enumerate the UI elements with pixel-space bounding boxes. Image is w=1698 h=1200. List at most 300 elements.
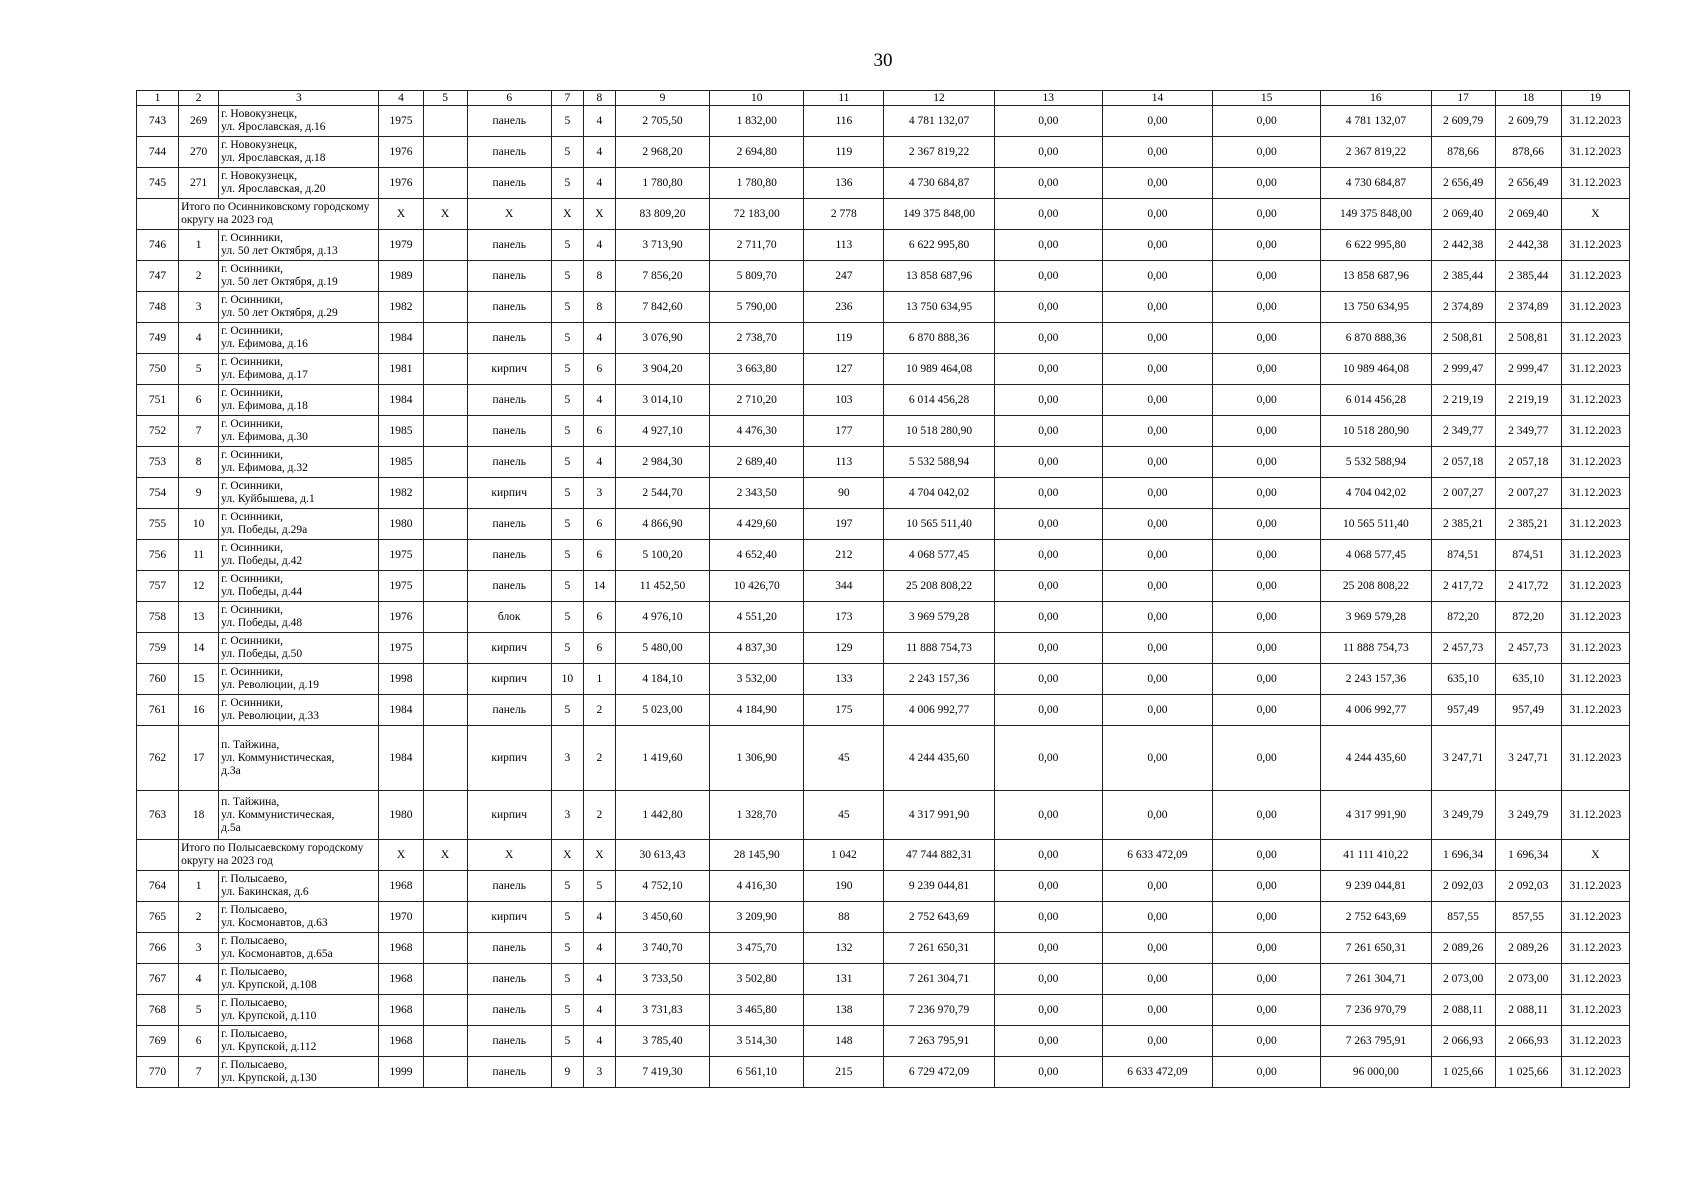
table-cell: 0,00 (1213, 540, 1321, 571)
table-cell: 6 622 995,80 (884, 230, 994, 261)
table-cell: 129 (804, 633, 884, 664)
table-cell: 133 (804, 664, 884, 695)
column-number: 15 (1213, 91, 1321, 106)
table-cell: 1982 (379, 478, 423, 509)
table-cell: 31.12.2023 (1561, 726, 1629, 791)
table-cell: 0,00 (1213, 509, 1321, 540)
table-cell: 10 (179, 509, 219, 540)
table-cell: 0,00 (994, 478, 1102, 509)
table-cell: 3 733,50 (615, 964, 709, 995)
table-row (137, 1026, 1630, 1057)
table-cell: 10 (551, 664, 583, 695)
table-cell: панель (467, 509, 551, 540)
table-cell: 31.12.2023 (1561, 1026, 1629, 1057)
table-cell: 957,49 (1431, 695, 1495, 726)
column-number: 10 (710, 91, 804, 106)
empty-cell (137, 199, 179, 230)
table-cell: 177 (804, 416, 884, 447)
table-cell: 6 014 456,28 (884, 385, 994, 416)
table-cell: 31.12.2023 (1561, 964, 1629, 995)
table-cell: панель (467, 995, 551, 1026)
table-cell: 1 (179, 871, 219, 902)
table-cell: 3 (179, 933, 219, 964)
table-cell: 4 (583, 385, 615, 416)
column-number: 14 (1102, 91, 1212, 106)
table-cell: 8 (179, 447, 219, 478)
table-cell: 119 (804, 323, 884, 354)
table-cell: 18 (179, 791, 219, 840)
table-cell: 3 532,00 (710, 664, 804, 695)
table-cell: 2 738,70 (710, 323, 804, 354)
table-cell: 2 (583, 695, 615, 726)
table-cell: 2 057,18 (1495, 447, 1561, 478)
address-cell: п. Тайжина, ул. Коммунистическая, д.5а (219, 791, 379, 840)
table-cell: панель (467, 416, 551, 447)
table-cell: 1984 (379, 695, 423, 726)
table-cell: 0,00 (1102, 106, 1212, 137)
table-cell (423, 509, 467, 540)
address-cell: г. Осинники, ул. Ефимова, д.18 (219, 385, 379, 416)
table-cell: 5 (551, 995, 583, 1026)
table-cell: 0,00 (994, 509, 1102, 540)
table-cell: 0,00 (994, 1057, 1102, 1088)
table-cell: 2 089,26 (1495, 933, 1561, 964)
table-cell: 3 731,83 (615, 995, 709, 1026)
table-cell: 2 088,11 (1431, 995, 1495, 1026)
table-cell: 0,00 (1102, 995, 1212, 1026)
table-cell: 175 (804, 695, 884, 726)
page-number: 30 (873, 50, 893, 71)
table-cell: 745 (137, 168, 179, 199)
table-cell: 0,00 (994, 695, 1102, 726)
address-cell: г. Осинники, ул. 50 лет Октября, д.29 (219, 292, 379, 323)
table-cell: 878,66 (1431, 137, 1495, 168)
table-cell: 2 092,03 (1431, 871, 1495, 902)
address-cell: г. Полысаево, ул. Крупской, д.130 (219, 1057, 379, 1088)
table-cell: 1975 (379, 571, 423, 602)
table-cell: 872,20 (1431, 602, 1495, 633)
table-cell: 4 704 042,02 (1321, 478, 1431, 509)
table-cell: 5 (583, 871, 615, 902)
table-row (137, 106, 1630, 137)
table-cell: 0,00 (1213, 230, 1321, 261)
table-cell: 5 (551, 540, 583, 571)
table-cell: 6 (583, 354, 615, 385)
table-cell: 148 (804, 1026, 884, 1057)
table-cell: панель (467, 1057, 551, 1088)
table-cell: 5 (551, 602, 583, 633)
table-cell: 149 375 848,00 (884, 199, 994, 230)
table-cell: 2 073,00 (1495, 964, 1561, 995)
table-cell: 0,00 (1102, 199, 1212, 230)
table-cell: 3 (551, 726, 583, 791)
table-cell: 2 (583, 726, 615, 791)
table-cell: 746 (137, 230, 179, 261)
table-cell: 0,00 (1213, 478, 1321, 509)
table-cell: 31.12.2023 (1561, 447, 1629, 478)
table-cell: 31.12.2023 (1561, 664, 1629, 695)
table-cell: 2 508,81 (1431, 323, 1495, 354)
table-cell: 25 208 808,22 (1321, 571, 1431, 602)
table-cell: 3 014,10 (615, 385, 709, 416)
table-cell (423, 964, 467, 995)
table-cell: 6 729 472,09 (884, 1057, 994, 1088)
table-cell: 3 475,70 (710, 933, 804, 964)
table-cell: 767 (137, 964, 179, 995)
table-row (137, 323, 1630, 354)
table-cell (423, 478, 467, 509)
table-cell: 4 006 992,77 (884, 695, 994, 726)
table-cell: 768 (137, 995, 179, 1026)
table-cell: 14 (583, 571, 615, 602)
table-cell: 173 (804, 602, 884, 633)
table-cell: 2 442,38 (1431, 230, 1495, 261)
table-cell: панель (467, 964, 551, 995)
table-cell: 3 502,80 (710, 964, 804, 995)
table-cell: 6 014 456,28 (1321, 385, 1431, 416)
table-cell: 5 (551, 964, 583, 995)
table-cell: панель (467, 230, 551, 261)
table-cell: 0,00 (1213, 871, 1321, 902)
table-cell: 10 989 464,08 (1321, 354, 1431, 385)
table-cell: 116 (804, 106, 884, 137)
table-cell: 0,00 (994, 106, 1102, 137)
table-cell (423, 261, 467, 292)
table-cell: 0,00 (1102, 292, 1212, 323)
table-cell: 0,00 (1213, 447, 1321, 478)
table-cell: 1 328,70 (710, 791, 804, 840)
table-cell: 2 374,89 (1495, 292, 1561, 323)
address-cell: г. Полысаево, ул. Космонавтов, д.63 (219, 902, 379, 933)
table-cell: 1 696,34 (1431, 840, 1495, 871)
table-row (137, 416, 1630, 447)
subtotal-label: Итого по Осинниковскому городскому округу на 2023 год (179, 199, 379, 230)
table-cell: панель (467, 447, 551, 478)
table-cell: 748 (137, 292, 179, 323)
table-cell: 0,00 (994, 933, 1102, 964)
table-cell: 31.12.2023 (1561, 354, 1629, 385)
table-cell: 344 (804, 571, 884, 602)
table-cell: 5 (179, 995, 219, 1026)
table-cell: X (379, 199, 423, 230)
table-cell: 6 (583, 509, 615, 540)
table-cell: 9 (179, 478, 219, 509)
table-cell: 31.12.2023 (1561, 540, 1629, 571)
table-cell: 113 (804, 230, 884, 261)
table-row (137, 571, 1630, 602)
table-cell: 1 042 (804, 840, 884, 871)
table-row (137, 695, 1630, 726)
table-cell: 743 (137, 106, 179, 137)
table-cell: X (423, 199, 467, 230)
table-cell: 28 145,90 (710, 840, 804, 871)
table-cell: панель (467, 168, 551, 199)
table-cell: кирпич (467, 791, 551, 840)
table-cell: 0,00 (1213, 168, 1321, 199)
table-cell: 13 858 687,96 (1321, 261, 1431, 292)
table-cell: 7 263 795,91 (1321, 1026, 1431, 1057)
table-cell: 0,00 (1102, 540, 1212, 571)
table-cell: 0,00 (1102, 902, 1212, 933)
table-cell: 0,00 (1213, 416, 1321, 447)
table-cell: 2 066,93 (1431, 1026, 1495, 1057)
table-cell: 3 969 579,28 (1321, 602, 1431, 633)
address-cell: г. Осинники, ул. Победы, д.48 (219, 602, 379, 633)
address-cell: г. Осинники, ул. Победы, д.42 (219, 540, 379, 571)
table-cell: 72 183,00 (710, 199, 804, 230)
table-cell: 874,51 (1431, 540, 1495, 571)
table-cell: X (379, 840, 423, 871)
column-number: 12 (884, 91, 994, 106)
table-cell: 0,00 (1213, 995, 1321, 1026)
table-cell: 9 239 044,81 (884, 871, 994, 902)
table-cell: 3 247,71 (1495, 726, 1561, 791)
table-cell: 0,00 (1102, 261, 1212, 292)
address-cell: г. Осинники, ул. Революции, д.19 (219, 664, 379, 695)
table-cell: 3 904,20 (615, 354, 709, 385)
table-cell: 0,00 (1102, 1026, 1212, 1057)
table-cell: 13 750 634,95 (884, 292, 994, 323)
table-cell: 0,00 (1213, 1057, 1321, 1088)
table-cell: 4 (583, 1026, 615, 1057)
column-number: 18 (1495, 91, 1561, 106)
table-cell: 6 (583, 540, 615, 571)
table-cell: 1 780,80 (615, 168, 709, 199)
table-cell: кирпич (467, 633, 551, 664)
table-cell: X (583, 840, 615, 871)
column-number: 8 (583, 91, 615, 106)
table-cell: 31.12.2023 (1561, 168, 1629, 199)
table-cell (423, 664, 467, 695)
table-cell (423, 726, 467, 791)
table-cell: 4 (179, 964, 219, 995)
table-cell: 0,00 (1213, 385, 1321, 416)
table-cell: 1975 (379, 106, 423, 137)
table-cell: 1 (179, 230, 219, 261)
table-cell: панель (467, 695, 551, 726)
table-cell: 1984 (379, 385, 423, 416)
table-cell: 2 367 819,22 (1321, 137, 1431, 168)
address-cell: г. Осинники, ул. Победы, д.50 (219, 633, 379, 664)
table-cell: 766 (137, 933, 179, 964)
table-cell: 0,00 (994, 323, 1102, 354)
table-cell: 10 565 511,40 (884, 509, 994, 540)
table-cell: 1968 (379, 871, 423, 902)
table-cell: 212 (804, 540, 884, 571)
column-number: 19 (1561, 91, 1629, 106)
table-cell: 7 261 304,71 (884, 964, 994, 995)
table-cell: 5 (551, 292, 583, 323)
table-cell: 3 249,79 (1431, 791, 1495, 840)
table-cell (423, 995, 467, 1026)
table-cell: 4 244 435,60 (1321, 726, 1431, 791)
table-cell: 759 (137, 633, 179, 664)
table-cell: 5 (551, 633, 583, 664)
table-cell: 31.12.2023 (1561, 695, 1629, 726)
table-cell: 769 (137, 1026, 179, 1057)
table-cell: 9 239 044,81 (1321, 871, 1431, 902)
column-number: 13 (994, 91, 1102, 106)
table-cell: 2 710,20 (710, 385, 804, 416)
table-cell: 744 (137, 137, 179, 168)
address-cell: г. Осинники, ул. Победы, д.29а (219, 509, 379, 540)
table-cell: 31.12.2023 (1561, 230, 1629, 261)
table-cell: 12 (179, 571, 219, 602)
table-row (137, 602, 1630, 633)
table-cell (423, 385, 467, 416)
table-cell: 90 (804, 478, 884, 509)
table-cell: 6 (583, 416, 615, 447)
table-cell: 7 263 795,91 (884, 1026, 994, 1057)
table-cell: 7 (179, 1057, 219, 1088)
table-row (137, 261, 1630, 292)
table-cell: кирпич (467, 902, 551, 933)
table-cell: 0,00 (1213, 633, 1321, 664)
table-cell: 0,00 (1213, 354, 1321, 385)
table-cell: 2 999,47 (1495, 354, 1561, 385)
table-cell: кирпич (467, 354, 551, 385)
table-cell: 10 518 280,90 (1321, 416, 1431, 447)
table-cell: 7 842,60 (615, 292, 709, 323)
table-cell: 5 (551, 871, 583, 902)
table-cell (423, 354, 467, 385)
address-cell: г. Осинники, ул. Победы, д.44 (219, 571, 379, 602)
table-cell: 149 375 848,00 (1321, 199, 1431, 230)
table-cell: 2 999,47 (1431, 354, 1495, 385)
table-cell: 5 (551, 416, 583, 447)
table-cell: 0,00 (994, 540, 1102, 571)
table-cell: 5 (551, 168, 583, 199)
table-cell: 31.12.2023 (1561, 633, 1629, 664)
table-cell: 2 711,70 (710, 230, 804, 261)
table-cell: 5 (551, 933, 583, 964)
table-cell: 5 790,00 (710, 292, 804, 323)
table-cell: 4 (583, 168, 615, 199)
table-cell (423, 602, 467, 633)
table-cell: 757 (137, 571, 179, 602)
subtotal-row (137, 840, 1630, 871)
table-cell: 0,00 (1102, 478, 1212, 509)
table-cell: 2 349,77 (1495, 416, 1561, 447)
table-cell: 4 837,30 (710, 633, 804, 664)
table-cell: 31.12.2023 (1561, 137, 1629, 168)
table-cell: 138 (804, 995, 884, 1026)
table-cell: 2 069,40 (1431, 199, 1495, 230)
table-cell: 31.12.2023 (1561, 106, 1629, 137)
table-cell: 857,55 (1495, 902, 1561, 933)
table-row (137, 385, 1630, 416)
table-cell: 2 694,80 (710, 137, 804, 168)
table-cell: 2 689,40 (710, 447, 804, 478)
table-cell: 0,00 (1102, 664, 1212, 695)
table-cell: 1976 (379, 168, 423, 199)
table-cell: панель (467, 540, 551, 571)
address-cell: г. Осинники, ул. 50 лет Октября, д.13 (219, 230, 379, 261)
table-cell: 31.12.2023 (1561, 602, 1629, 633)
table-cell: 0,00 (1102, 168, 1212, 199)
table-cell: 1 (583, 664, 615, 695)
table-cell: 7 261 304,71 (1321, 964, 1431, 995)
table-cell: 0,00 (1102, 964, 1212, 995)
table-cell: 4 (583, 323, 615, 354)
table-cell: 2 007,27 (1431, 478, 1495, 509)
table-cell: 0,00 (1102, 933, 1212, 964)
table-cell: 83 809,20 (615, 199, 709, 230)
table-cell (423, 447, 467, 478)
table-cell: 2 (179, 902, 219, 933)
table-cell: 41 111 410,22 (1321, 840, 1431, 871)
table-cell: 6 (179, 1026, 219, 1057)
table-cell: 16 (179, 695, 219, 726)
table-cell: 0,00 (1102, 726, 1212, 791)
table-cell: 4 (583, 964, 615, 995)
table-cell: 749 (137, 323, 179, 354)
column-number: 16 (1321, 91, 1431, 106)
table-cell: 4 476,30 (710, 416, 804, 447)
subtotal-label: Итого по Полысаевскому городскому округу на 2023 год (179, 840, 379, 871)
table-cell: 762 (137, 726, 179, 791)
table-cell: 0,00 (994, 840, 1102, 871)
table-cell: 770 (137, 1057, 179, 1088)
table-cell: 6 633 472,09 (1102, 1057, 1212, 1088)
address-cell: г. Осинники, ул. Революции, д.33 (219, 695, 379, 726)
table-cell: 88 (804, 902, 884, 933)
column-number: 5 (423, 91, 467, 106)
table-cell: 96 000,00 (1321, 1057, 1431, 1088)
table-cell: 3 969 579,28 (884, 602, 994, 633)
column-number: 3 (219, 91, 379, 106)
table-cell: панель (467, 871, 551, 902)
table-cell: 0,00 (1213, 106, 1321, 137)
table-row (137, 871, 1630, 902)
table-cell: 747 (137, 261, 179, 292)
table-cell: 6 870 888,36 (1321, 323, 1431, 354)
table-cell (423, 292, 467, 323)
table-cell: X (423, 840, 467, 871)
table-cell: 1968 (379, 933, 423, 964)
table-cell: 1 832,00 (710, 106, 804, 137)
table-row (137, 509, 1630, 540)
table-cell: X (551, 199, 583, 230)
table-cell: 31.12.2023 (1561, 791, 1629, 840)
table-cell: 7 856,20 (615, 261, 709, 292)
table-cell: X (551, 840, 583, 871)
table-cell: X (467, 840, 551, 871)
table-cell: 0,00 (1213, 292, 1321, 323)
table-cell: 113 (804, 447, 884, 478)
table-cell: 857,55 (1431, 902, 1495, 933)
table-cell: 7 419,30 (615, 1057, 709, 1088)
table-cell: 4 866,90 (615, 509, 709, 540)
column-number: 7 (551, 91, 583, 106)
table-cell: 11 (179, 540, 219, 571)
table-cell: 31.12.2023 (1561, 292, 1629, 323)
table-cell: 0,00 (1213, 664, 1321, 695)
table-cell: 17 (179, 726, 219, 791)
table-cell: 0,00 (1102, 323, 1212, 354)
column-number: 17 (1431, 91, 1495, 106)
table-cell: 2 385,21 (1431, 509, 1495, 540)
address-cell: г. Осинники, ул. Ефимова, д.17 (219, 354, 379, 385)
table-cell: X (467, 199, 551, 230)
table-cell: 2 (583, 791, 615, 840)
table-cell: 763 (137, 791, 179, 840)
table-cell: 6 870 888,36 (884, 323, 994, 354)
table-cell: 0,00 (1213, 1026, 1321, 1057)
table-cell: 4 652,40 (710, 540, 804, 571)
table-cell: 4 730 684,87 (884, 168, 994, 199)
table-cell: 1984 (379, 726, 423, 791)
